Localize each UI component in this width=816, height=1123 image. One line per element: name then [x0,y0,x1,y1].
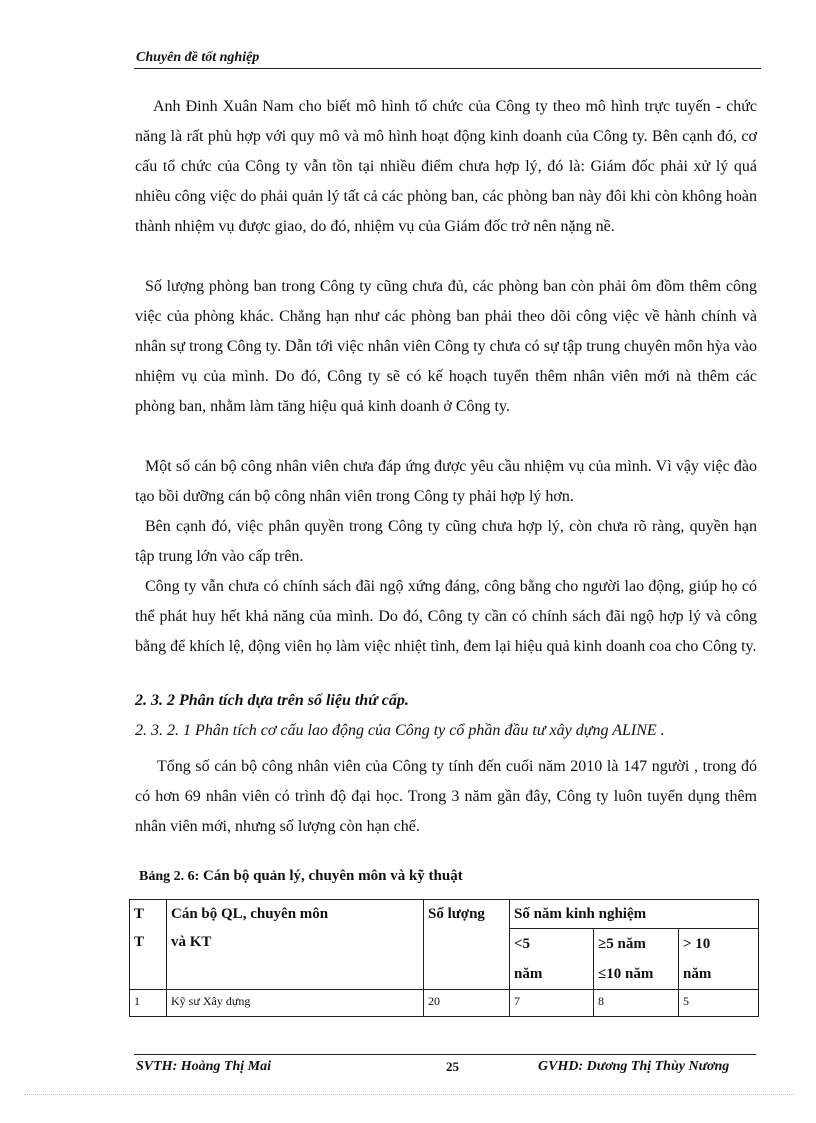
subsection-heading: 2. 3. 2. 1 Phân tích cơ cấu lao động của Công ty cổ phần đầu tư xây dựng ALINE . [135,722,665,739]
col-tt-line1: T [134,906,145,922]
col-experience-header: Số năm kinh nghiệm [510,900,759,929]
col-exp-5to10 [594,929,679,990]
cell-exp-5to10: 8 [594,990,679,1017]
exp-over10-line1: > 10 [683,936,711,952]
table-row [130,990,759,1017]
exp-over10-line2: năm [683,966,712,982]
col-role-line2: và KT [171,934,212,950]
staff-table [129,899,759,1017]
cell-tt: 1 [130,990,167,1017]
table-caption-label: Bảng 2. 6: [139,869,200,884]
page-number: 25 [446,1059,459,1074]
paragraph-2: Số lượng phòng ban trong Công ty cũng chưa đủ, các phòng ban còn phải ôm đồm thêm công việc của phòng khác. Chẳng hạn như các phòng ban phải theo dõi công việc về hành chính và nhân sự trong Công ty. Dẫn tới việc nhân viên Công ty chưa có sự tập trung chuyên môn hỳa vào nhiệm vụ của mình. Do đó, Công ty sẽ có kế hoạch tuyển thêm nhân viên mới nà thêm các phòng ban, nhằm làm tăng hiệu quả kinh doanh ở Công ty. [135,278,757,415]
footer-advisor: GVHD: Dương Thị Thùy Nương [538,1059,730,1074]
footer-student: SVTH: Hoàng Thị Mai [136,1059,271,1074]
header-title: Chuyên đề tốt nghiệp [136,50,260,65]
col-exp-less5 [510,929,594,990]
col-role-line1: Cán bộ QL, chuyên môn [171,906,329,922]
col-exp-over10 [679,929,759,990]
cell-exp-less5: 7 [510,990,594,1017]
exp-5to10-line1: ≥5 năm [598,936,646,952]
table-caption-text: Cán bộ quản lý, chuyên môn và kỹ thuật [199,868,463,884]
paragraph-1: Anh Đinh Xuân Nam cho biết mô hình tổ chức của Công ty theo mô hình trực tuyến - chức năng là rất phù hợp với quy mô và mô hình hoạt động kinh doanh của Công ty. Bên cạnh đó, cơ cấu tổ chức của Công ty vẫn tồn tại nhiều điểm chưa hợp lý, đó là: Giám đốc phải xử lý quá nhiều công việc do phải quản lý tất cả các phòng ban, các phòng ban này đôi khi còn không hoàn thành nhiệm vụ được giao, do đó, nhiệm vụ của Giám đốc trở nên nặng nề. [135,98,757,235]
col-tt-line2: T [134,934,145,950]
paragraph-3: Một số cán bộ công nhân viên chưa đáp ứng được yêu cầu nhiệm vụ của mình. Vì vậy việc đào tạo bồi dưỡng cán bộ công nhân viên trong Công ty phải hợp lý hơn. [135,458,757,505]
exp-less5-line1: <5 [514,936,531,952]
col-role-header [167,900,424,990]
paragraph-4: Bên cạnh đó, việc phân quyền trong Công ty cũng chưa hợp lý, còn chưa rõ ràng, quyền hạn tập trung lớn vào cấp trên. [135,518,757,565]
col-tt-header [130,900,167,990]
paragraph-5: Công ty vẫn chưa có chính sách đãi ngộ xứng đáng, công bằng cho người lao động, giúp họ có thể phát huy hết khả năng của mình. Do đó, Công ty cần có chính sách đãi ngộ hợp lý và công bằng để khích lệ, động viên họ làm việc nhiệt tình, đem lại hiệu quả kinh doanh coa cho Công ty. [135,578,757,655]
cell-exp-over10: 5 [679,990,759,1017]
table-caption [139,868,463,885]
page-edge [24,1094,794,1095]
cell-role: Kỹ sư Xây dựng [167,990,424,1017]
section-heading: 2. 3. 2 Phân tích dựa trên số liệu thứ cấp. [135,692,409,709]
cell-count: 20 [424,990,510,1017]
table-header-row [130,900,759,929]
col-count-header: Số lượng [424,900,510,990]
exp-5to10-line2: ≤10 năm [598,966,654,982]
paragraph-6: Tổng số cán bộ công nhân viên của Công ty tính đến cuối năm 2010 là 147 người , trong đó có hơn 69 nhân viên có trình độ đại học. Trong 3 năm gần đây, Công ty luôn tuyển dụng thêm nhân viên mới, nhưng số lượng còn hạn chế. [135,758,757,835]
exp-less5-line2: năm [514,966,543,982]
footer-rule [134,1054,756,1055]
header-rule [134,68,761,69]
